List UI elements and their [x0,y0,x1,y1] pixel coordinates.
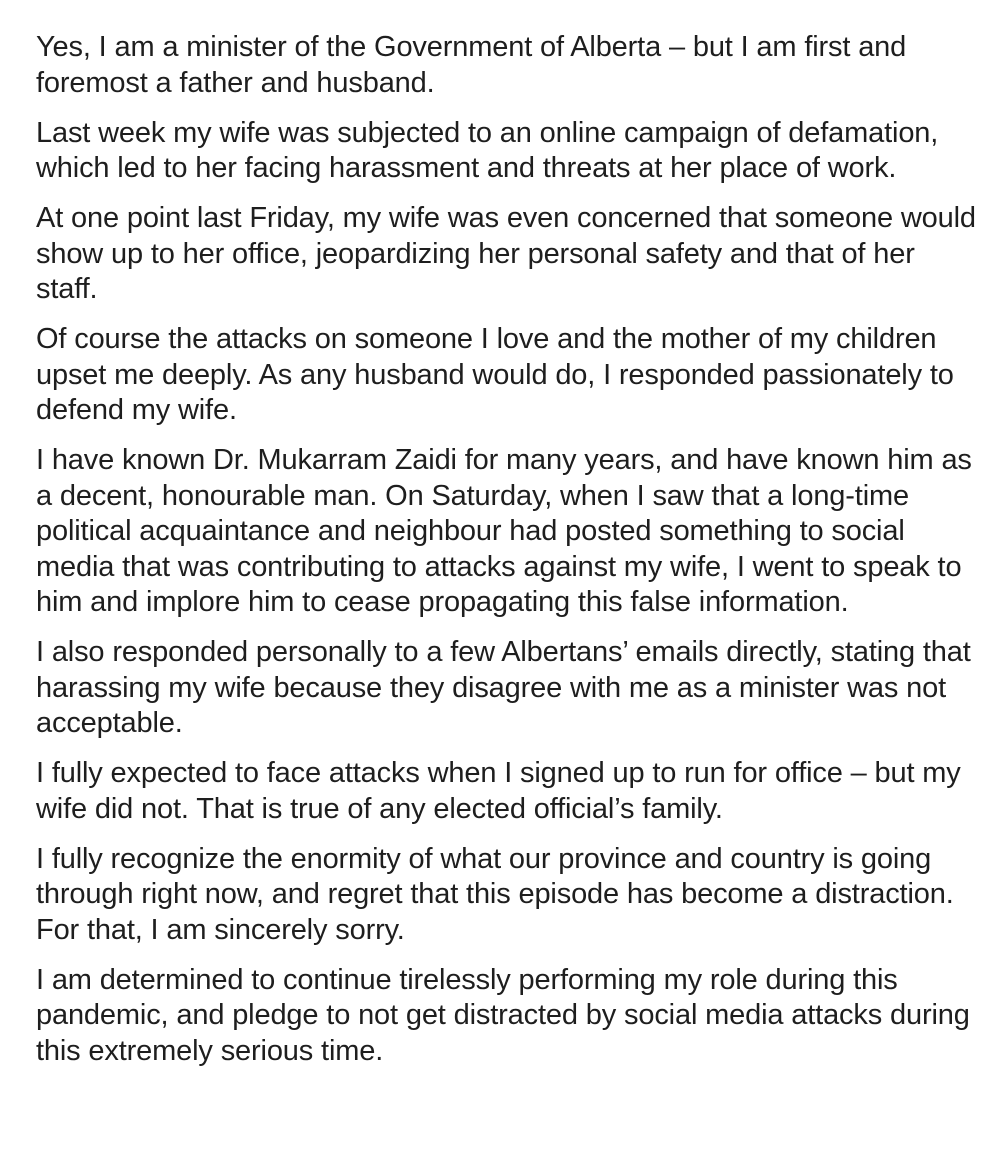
paragraph: Last week my wife was subjected to an online campaign of defamation, which led to her facing harassment and threats at her place of work. [36,116,939,184]
paragraph: I fully expected to face attacks when I signed up to run for office – but my wife did not. That is true of any elected official’s family. [36,757,961,825]
paragraph: I also responded personally to a few Albertans’ emails directly, stating that harassing my wife because they disagree with me as a minister was not acceptable. [36,636,971,739]
statement-body [36,30,976,1069]
paragraph: I am determined to continue tirelessly performing my role during this pandemic, and pledge to not get distracted by social media attacks during this extremely serious time. [36,963,970,1067]
paragraph: I have known Dr. Mukarram Zaidi for many years, and have known him as a decent, honourable man. On Saturday, when I saw that a long-time political acquaintance and neighbour had posted something to social media that was contributing to attacks against my wife, I went to speak to him and implore him to cease propagating this false information. [36,444,972,618]
paragraph: Of course the attacks on someone I love and the mother of my children upset me deeply. As any husband would do, I responded passionately to defend my wife. [36,323,954,426]
paragraph: At one point last Friday, my wife was even concerned that someone would show up to her office, jeopardizing her personal safety and that of her staff. [36,202,976,305]
paragraph: I fully recognize the enormity of what our province and country is going through right now, and regret that this episode has become a distraction. For that, I am sincerely sorry. [36,842,954,946]
paragraph: Yes, I am a minister of the Government of Alberta – but I am first and foremost a father and husband. [36,31,907,99]
